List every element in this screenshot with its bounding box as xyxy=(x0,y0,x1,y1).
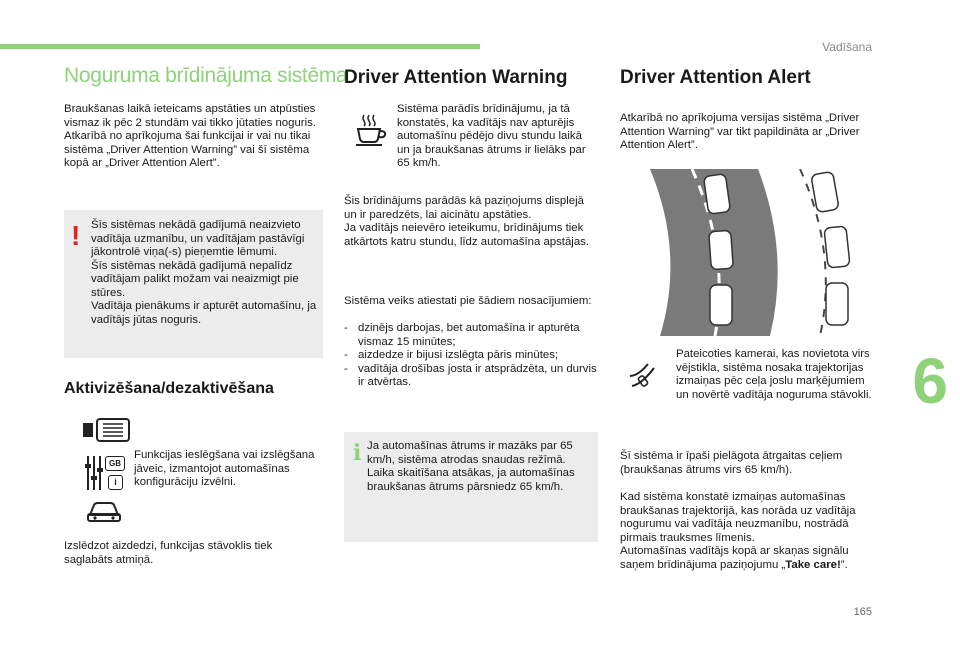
roads-text: Šī sistēma ir īpaši pielāgota ātrgaitas ceļiem (braukšanas ātrums virs 65 km/h). xyxy=(620,450,843,476)
activation-text: Funkcijas ieslēgšana vai izslēgšana jāveic, izmantojot automašīnas konfigurāciju izvēlni. xyxy=(134,449,315,488)
list-item: - vadītāja drošības josta ir atsprādzēta, un durvis ir atvērtas. xyxy=(344,363,597,390)
reset-intro: Sistēma veiks atiestati pie šādiem nosacījumiem: xyxy=(344,295,592,307)
lane-drift-illustration xyxy=(620,169,876,336)
camera-text: Pateicoties kamerai, kas novietota virs vējstikla, sistēma nosaka trajektorijas izmaiņas pēc ceļa joslu marķējumiem un novērtē vadītāja noguruma stāvokli. xyxy=(676,348,872,401)
take-care-message: Take care! xyxy=(785,558,841,571)
alert-text-after: ”. xyxy=(840,558,848,571)
sliders-icon xyxy=(84,454,104,492)
info-note-text: Ja automašīnas ātrums ir mazāks par 65 km/h, sistēma atrodas snaudas režīmā. Laika skaitīšana atsākas, ja automašīnas braukšanas ātrums pārsniedz 65 km/h. xyxy=(367,440,575,493)
right-title: Driver Attention Alert xyxy=(620,67,811,88)
warning-note xyxy=(64,210,323,358)
reset-conditions-list xyxy=(344,322,597,390)
gb-badge: GB xyxy=(105,456,125,471)
coffee-cup-icon xyxy=(354,113,388,147)
right-intro: Atkarībā no aprīkojuma versijas sistēma „Driver Attention Warning” var tikt papildināta ar „Driver Attention Alert”. xyxy=(620,112,860,151)
alert-text xyxy=(620,491,876,572)
display-message-text: Šis brīdinājums parādās kā paziņojums displejā un ir paredzēts, lai aicinātu apstāties. Ja vadītājs neievēro ieteikumu, brīdinājums tiek atkārtots katru stundu, līdz automašīna apstājas. xyxy=(344,195,590,248)
chapter-number: 6 xyxy=(912,345,948,417)
lane-camera-icon xyxy=(628,362,658,390)
vehicle-config-icon xyxy=(84,454,126,492)
alert-text-before: Kad sistēma konstatē izmaiņas automašīnas braukšanas trajektorijā, kas norāda uz vadītāja nogurumu vai vadītāja neuzmanību, nostrādā pirmais trauksmes līmenis. Automašīnas vadītājs kopā ar skaņas signālu saņem brīdinājuma paziņojumu „ xyxy=(620,491,856,571)
touchscreen-menu-icon xyxy=(83,418,131,442)
warning-icon: ! xyxy=(71,220,81,251)
middle-title: Driver Attention Warning xyxy=(344,67,568,88)
header-accent-bar xyxy=(0,44,480,49)
left-intro: Braukšanas laikā ieteicams apstāties un atpūsties vismaz ik pēc 2 stundām vai tikko jūtaties noguris. Atkarībā no aprīkojuma šai funkcijai ir vai nu tikai sistēma „Driver Attention Warning” vai šī sistēma kopā ar „Driver Attention Alert”. xyxy=(64,103,316,169)
cup-warning-text: Sistēma parādīs brīdinājumu, ja tā konstatēs, ka vadītājs nav apturējis automašīnu pēdējo divu stundu laikā un ja braukšanas ātrums ir lielāks par 65 km/h. xyxy=(397,103,586,169)
info-icon: i xyxy=(353,440,362,466)
page-number: 165 xyxy=(853,606,872,618)
info-note xyxy=(344,432,598,542)
car-settings-icon xyxy=(86,499,122,525)
section-label: Vadīšana xyxy=(822,40,872,54)
list-item: - dzinējs darbojas, bet automašīna ir apturēta vismaz 15 minūtes; xyxy=(344,322,597,349)
list-item: - aizdedze ir bijusi izslēgta pāris minūtes; xyxy=(344,349,597,363)
activation-title: Aktivizēšana/dezaktivēšana xyxy=(64,380,274,397)
ignition-text: Izslēdzot aizdedzi, funkcijas stāvoklis tiek saglabāts atmiņā. xyxy=(64,540,273,566)
left-title: Noguruma brīdinājuma sistēma xyxy=(64,64,348,87)
warning-text: Šīs sistēmas nekādā gadījumā neaizvieto vadītāja uzmanību, un vadītājam pastāvīgi jākontrolē viņa(-s) pieņemtie lēmumi. Šīs sistēmas nekādā gadījumā nepalīdz vadītājam palikt možam vai neaizmigt pie stūres. Vadītāja pienākums ir apturēt automašīnu, ja vadītājs jūtas noguris. xyxy=(91,219,317,326)
info-badge: i xyxy=(108,475,123,490)
